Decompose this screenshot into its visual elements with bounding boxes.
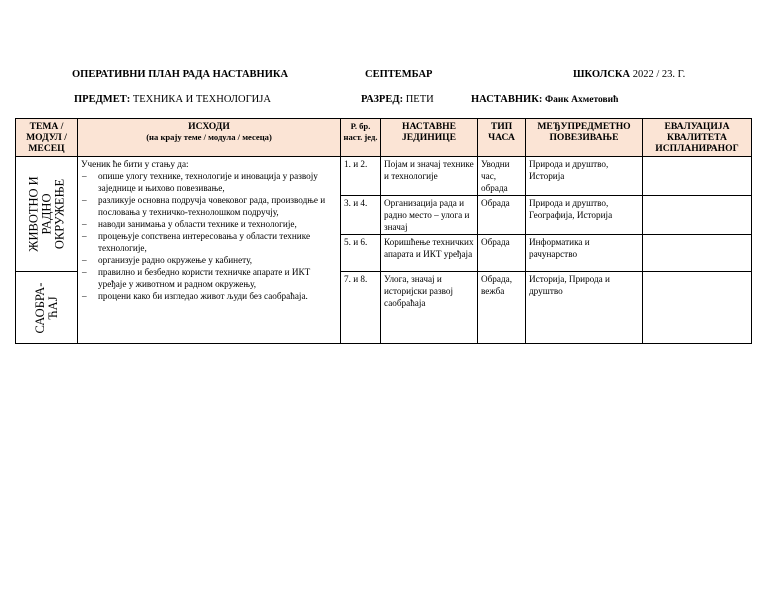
correlation: Природа и друштво, Географија, Историја (526, 196, 643, 235)
evaluation (643, 196, 752, 235)
evaluation (643, 235, 752, 272)
list-item: – разликује основна подручја човековог рада, производње и пословања у техничко-технолошком подручју, (81, 194, 337, 218)
month-label: СЕПТЕМБАР (365, 69, 433, 80)
unit-title: Појам и значај технике и технологије (381, 157, 478, 196)
grade-label: РАЗРЕД: (361, 94, 404, 105)
header-outcomes (78, 119, 341, 157)
school-year (573, 69, 685, 80)
outcomes-cell (78, 157, 341, 344)
evaluation (643, 157, 752, 196)
list-item: – организује радно окружење у кабинету, (81, 254, 337, 266)
evaluation (643, 272, 752, 344)
header-theme: ТЕМА / МОДУЛ / МЕСЕЦ (16, 119, 78, 157)
school-year-label: ШКОЛСКА (573, 69, 631, 80)
header-outcomes-sub: (на крају теме / модула / месеца) (146, 132, 272, 142)
correlation: Историја, Природа и друштво (526, 272, 643, 344)
header-units: НАСТАВНЕ ЈЕДИНИЦЕ (381, 119, 478, 157)
table-header-row (16, 119, 752, 157)
unit-title: Организација рада и радно место – улога и значај (381, 196, 478, 235)
subject (74, 94, 271, 105)
theme-label-1: ЖИВОТНО И РАДНО ОКРУЖЕЊЕ (26, 176, 66, 252)
correlation: Информатика и рачунарство (526, 235, 643, 272)
teacher-value: Фаик Ахметовић (544, 95, 619, 105)
plan-title: ОПЕРАТИВНИ ПЛАН РАДА НАСТАВНИКА (72, 69, 289, 80)
subject-value: ТЕХНИКА И ТЕХНОЛОГИЈА (132, 94, 271, 105)
correlation: Природа и друштво, Историја (526, 157, 643, 196)
unit-title: Коришћење техничких апарата и ИКТ уређаја (381, 235, 478, 272)
subject-label: ПРЕДМЕТ: (74, 94, 131, 105)
teacher (471, 94, 618, 105)
lesson-no: 1. и 2. (341, 157, 381, 196)
list-item: – процењује сопствена интересовања у области технике технологије, (81, 230, 337, 254)
grade (361, 94, 434, 105)
grade-value: ПЕТИ (405, 94, 434, 105)
outcomes-intro: Ученик ће бити у стању да: (81, 159, 189, 169)
theme-cell-2 (16, 272, 78, 344)
lesson-type: Обрада (478, 235, 526, 272)
lesson-type: Обрада, вежба (478, 272, 526, 344)
table-row (16, 157, 752, 196)
teacher-label: НАСТАВНИК: (471, 94, 543, 105)
list-item: – правилно и безбедно користи техничке апарате и ИКТ уређаје у животном и радном окружењу, (81, 266, 337, 290)
lesson-no: 3. и 4. (341, 196, 381, 235)
header-outcomes-title: ИСХОДИ (188, 121, 230, 132)
unit-title: Улога, значај и историјски развој саобраћаја (381, 272, 478, 344)
header-correlation: МЕЂУПРЕДМЕТНО ПОВЕЗИВАЊЕ (526, 119, 643, 157)
lesson-type: Обрада (478, 196, 526, 235)
outcomes-list (81, 170, 337, 302)
header-type: ТИП ЧАСА (478, 119, 526, 157)
lesson-no: 7. и 8. (341, 272, 381, 344)
school-year-value: 2022 / 23. Г. (632, 69, 686, 80)
list-item: – опише улогу технике, технологије и иновација у развоју заједнице и њихово повезивање, (81, 170, 337, 194)
lesson-type: Уводни час, обрада (478, 157, 526, 196)
theme-label-2: САОБРА-ЋАЈ (32, 282, 60, 333)
header-lesson-no: Р. бр. наст. јед. (341, 119, 381, 157)
theme-cell-1 (16, 157, 78, 272)
list-item: – наводи занимања у области технике и технологије, (81, 218, 337, 230)
lesson-no: 5. и 6. (341, 235, 381, 272)
list-item: – процени како би изгледао живот људи без саобраћаја. (81, 290, 337, 302)
plan-table (15, 118, 752, 344)
header-evaluation: ЕВАЛУАЦИЈА КВАЛИТЕТА ИСПЛАНИРАНОГ (643, 119, 752, 157)
